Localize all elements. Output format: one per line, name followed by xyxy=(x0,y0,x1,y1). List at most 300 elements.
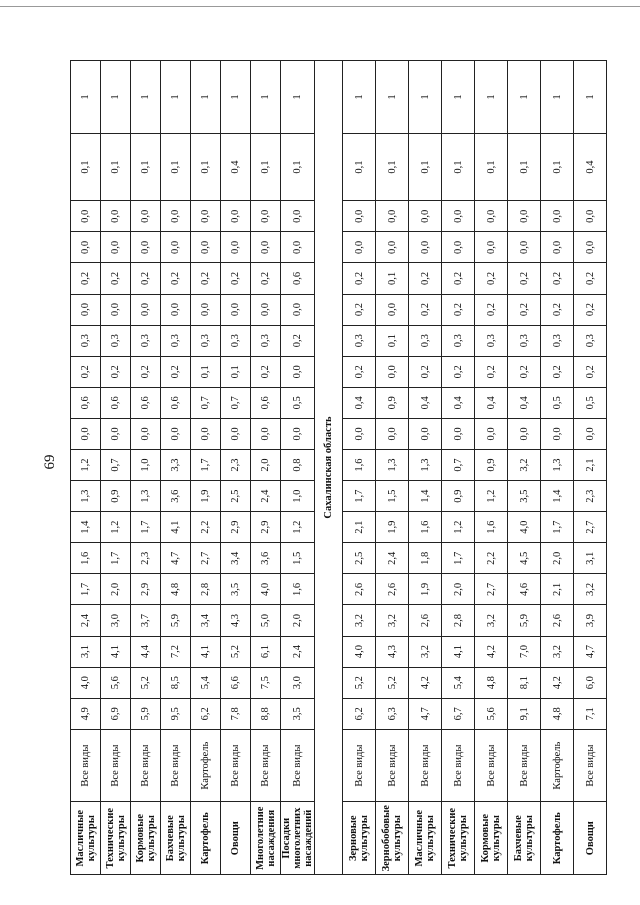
value-cell: 0,2 xyxy=(475,263,508,294)
value-cell: 4,6 xyxy=(508,574,541,605)
value-cell: 1,0 xyxy=(281,481,315,512)
value-cell: 1,5 xyxy=(376,481,409,512)
table-body-bottom xyxy=(343,61,607,875)
value-cell: 1,7 xyxy=(442,543,475,574)
value-cell: 0,0 xyxy=(191,232,221,263)
value-cell: 0,2 xyxy=(541,263,574,294)
value-cell: 0,0 xyxy=(101,418,131,449)
value-cell: 0,0 xyxy=(376,294,409,325)
value-cell: 1,5 xyxy=(281,543,315,574)
value-cell: 0,7 xyxy=(191,387,221,418)
value-cell: 4,7 xyxy=(409,698,442,729)
crop-name-cell: Технические культуры xyxy=(442,802,475,875)
value-cell: 0,0 xyxy=(376,418,409,449)
value-cell: 0,0 xyxy=(541,232,574,263)
data-table xyxy=(70,60,607,875)
value-cell: 0,0 xyxy=(541,418,574,449)
value-cell: 9,5 xyxy=(161,698,191,729)
value-cell: 1 xyxy=(508,61,541,134)
value-cell: 0,0 xyxy=(251,294,281,325)
value-cell: 0,3 xyxy=(409,325,442,356)
crop-type-cell: Все виды xyxy=(161,729,191,802)
value-cell: 0,1 xyxy=(376,263,409,294)
value-cell: 0,1 xyxy=(343,133,376,200)
value-cell: 3,4 xyxy=(191,605,221,636)
value-cell: 0,8 xyxy=(281,450,315,481)
value-cell: 0,0 xyxy=(281,201,315,232)
value-cell: 5,4 xyxy=(442,667,475,698)
value-cell: 0,2 xyxy=(409,263,442,294)
value-cell: 5,9 xyxy=(508,605,541,636)
value-cell: 0,3 xyxy=(508,325,541,356)
region-header xyxy=(315,61,343,875)
value-cell: 0,3 xyxy=(191,325,221,356)
value-cell: 0,1 xyxy=(508,133,541,200)
value-cell: 3,1 xyxy=(71,636,101,667)
value-cell: 0,0 xyxy=(101,232,131,263)
value-cell: 0,5 xyxy=(281,387,315,418)
value-cell: 0,1 xyxy=(376,133,409,200)
value-cell: 1,4 xyxy=(541,481,574,512)
value-cell: 0,1 xyxy=(442,133,475,200)
value-cell: 0,1 xyxy=(191,133,221,200)
value-cell: 1 xyxy=(281,61,315,134)
value-cell: 0,5 xyxy=(541,387,574,418)
crop-type-cell: Картофель xyxy=(541,729,574,802)
value-cell: 1 xyxy=(376,61,409,134)
crop-name-cell: Масличные культуры xyxy=(71,802,101,875)
value-cell: 0,0 xyxy=(191,294,221,325)
value-cell: 2,0 xyxy=(541,543,574,574)
crop-name-cell: Технические культуры xyxy=(101,802,131,875)
value-cell: 0,0 xyxy=(409,418,442,449)
value-cell: 0,2 xyxy=(574,356,607,387)
value-cell: 0,2 xyxy=(343,294,376,325)
value-cell: 2,9 xyxy=(251,512,281,543)
value-cell: 0,6 xyxy=(101,387,131,418)
table-body-top xyxy=(71,61,315,875)
value-cell: 0,4 xyxy=(409,387,442,418)
region-title: Сахалинская область xyxy=(315,61,343,875)
value-cell: 6,0 xyxy=(574,667,607,698)
value-cell: 0,2 xyxy=(161,263,191,294)
value-cell: 1,3 xyxy=(376,450,409,481)
value-cell: 0,3 xyxy=(161,325,191,356)
table-row xyxy=(343,61,376,875)
value-cell: 0,1 xyxy=(191,356,221,387)
value-cell: 5,4 xyxy=(191,667,221,698)
value-cell: 1,0 xyxy=(131,450,161,481)
value-cell: 0,0 xyxy=(409,232,442,263)
value-cell: 0,0 xyxy=(131,232,161,263)
value-cell: 0,3 xyxy=(101,325,131,356)
value-cell: 0,6 xyxy=(131,387,161,418)
crop-name-cell: Зерновые культуры xyxy=(343,802,376,875)
value-cell: 2,0 xyxy=(442,574,475,605)
value-cell: 1 xyxy=(101,61,131,134)
crop-name-cell: Масличные культуры xyxy=(409,802,442,875)
value-cell: 2,0 xyxy=(251,450,281,481)
region-row xyxy=(315,61,343,875)
value-cell: 8,8 xyxy=(251,698,281,729)
value-cell: 3,2 xyxy=(574,574,607,605)
value-cell: 0,0 xyxy=(221,294,251,325)
table-row xyxy=(281,61,315,875)
value-cell: 3,7 xyxy=(131,605,161,636)
value-cell: 6,6 xyxy=(221,667,251,698)
value-cell: 0,0 xyxy=(131,418,161,449)
value-cell: 2,0 xyxy=(281,605,315,636)
value-cell: 6,7 xyxy=(442,698,475,729)
value-cell: 0,1 xyxy=(281,133,315,200)
value-cell: 1,6 xyxy=(475,512,508,543)
value-cell: 2,7 xyxy=(574,512,607,543)
value-cell: 4,8 xyxy=(475,667,508,698)
value-cell: 4,1 xyxy=(161,512,191,543)
value-cell: 0,2 xyxy=(343,263,376,294)
value-cell: 2,0 xyxy=(101,574,131,605)
value-cell: 0,2 xyxy=(442,294,475,325)
value-cell: 5,2 xyxy=(131,667,161,698)
value-cell: 0,0 xyxy=(161,232,191,263)
value-cell: 1,9 xyxy=(191,481,221,512)
value-cell: 2,2 xyxy=(475,543,508,574)
value-cell: 3,1 xyxy=(574,543,607,574)
crop-type-cell: Все виды xyxy=(574,729,607,802)
value-cell: 6,2 xyxy=(191,698,221,729)
crop-type-cell: Все виды xyxy=(221,729,251,802)
value-cell: 0,2 xyxy=(508,356,541,387)
value-cell: 4,3 xyxy=(376,636,409,667)
value-cell: 1,3 xyxy=(541,450,574,481)
value-cell: 0,5 xyxy=(574,387,607,418)
value-cell: 2,6 xyxy=(343,574,376,605)
crop-name-cell: Картофель xyxy=(191,802,221,875)
table-viewport xyxy=(70,60,610,875)
value-cell: 1 xyxy=(409,61,442,134)
value-cell: 0,2 xyxy=(475,356,508,387)
value-cell: 2,9 xyxy=(221,512,251,543)
value-cell: 8,1 xyxy=(508,667,541,698)
value-cell: 2,3 xyxy=(574,481,607,512)
table-row xyxy=(442,61,475,875)
value-cell: 5,0 xyxy=(251,605,281,636)
value-cell: 0,2 xyxy=(508,263,541,294)
value-cell: 0,0 xyxy=(343,232,376,263)
value-cell: 0,4 xyxy=(442,387,475,418)
value-cell: 0,2 xyxy=(541,356,574,387)
value-cell: 0,2 xyxy=(101,263,131,294)
value-cell: 0,3 xyxy=(574,325,607,356)
value-cell: 2,9 xyxy=(131,574,161,605)
value-cell: 0,1 xyxy=(71,133,101,200)
value-cell: 0,2 xyxy=(101,356,131,387)
value-cell: 0,0 xyxy=(131,294,161,325)
value-cell: 0,3 xyxy=(71,325,101,356)
value-cell: 1,4 xyxy=(409,481,442,512)
value-cell: 4,8 xyxy=(541,698,574,729)
value-cell: 2,7 xyxy=(191,543,221,574)
crop-name-cell: Овощи xyxy=(574,802,607,875)
value-cell: 0,0 xyxy=(475,418,508,449)
crop-name-cell: Бахчевые культуры xyxy=(508,802,541,875)
value-cell: 4,2 xyxy=(541,667,574,698)
value-cell: 0,0 xyxy=(101,294,131,325)
value-cell: 0,3 xyxy=(251,325,281,356)
value-cell: 0,0 xyxy=(71,294,101,325)
value-cell: 0,4 xyxy=(508,387,541,418)
value-cell: 2,3 xyxy=(221,450,251,481)
value-cell: 1,2 xyxy=(101,512,131,543)
value-cell: 3,2 xyxy=(376,605,409,636)
value-cell: 0,4 xyxy=(343,387,376,418)
value-cell: 0,0 xyxy=(281,232,315,263)
value-cell: 1 xyxy=(574,61,607,134)
value-cell: 1,3 xyxy=(409,450,442,481)
value-cell: 4,1 xyxy=(442,636,475,667)
value-cell: 7,2 xyxy=(161,636,191,667)
value-cell: 5,2 xyxy=(221,636,251,667)
value-cell: 3,3 xyxy=(161,450,191,481)
value-cell: 0,2 xyxy=(161,356,191,387)
value-cell: 0,2 xyxy=(251,356,281,387)
value-cell: 1,7 xyxy=(541,512,574,543)
value-cell: 7,1 xyxy=(574,698,607,729)
value-cell: 0,4 xyxy=(221,133,251,200)
value-cell: 2,8 xyxy=(191,574,221,605)
value-cell: 1,7 xyxy=(191,450,221,481)
value-cell: 0,0 xyxy=(508,232,541,263)
value-cell: 0,2 xyxy=(508,294,541,325)
value-cell: 0,0 xyxy=(71,201,101,232)
value-cell: 0,2 xyxy=(251,263,281,294)
value-cell: 1 xyxy=(71,61,101,134)
value-cell: 0,0 xyxy=(508,201,541,232)
value-cell: 9,1 xyxy=(508,698,541,729)
value-cell: 0,1 xyxy=(131,133,161,200)
value-cell: 3,2 xyxy=(508,450,541,481)
crop-type-cell: Все виды xyxy=(251,729,281,802)
crop-type-cell: Все виды xyxy=(131,729,161,802)
value-cell: 1 xyxy=(131,61,161,134)
value-cell: 7,5 xyxy=(251,667,281,698)
value-cell: 1,7 xyxy=(101,543,131,574)
value-cell: 0,2 xyxy=(71,356,101,387)
value-cell: 3,2 xyxy=(343,605,376,636)
value-cell: 0,9 xyxy=(376,387,409,418)
value-cell: 0,6 xyxy=(161,387,191,418)
value-cell: 0,0 xyxy=(251,201,281,232)
value-cell: 0,1 xyxy=(376,325,409,356)
value-cell: 4,3 xyxy=(221,605,251,636)
value-cell: 5,6 xyxy=(101,667,131,698)
value-cell: 3,4 xyxy=(221,543,251,574)
value-cell: 0,1 xyxy=(541,133,574,200)
value-cell: 1,2 xyxy=(281,512,315,543)
value-cell: 2,1 xyxy=(574,450,607,481)
value-cell: 0,7 xyxy=(101,450,131,481)
value-cell: 0,9 xyxy=(442,481,475,512)
crop-name-cell: Кормовые культуры xyxy=(131,802,161,875)
value-cell: 0,2 xyxy=(71,263,101,294)
value-cell: 0,0 xyxy=(221,201,251,232)
crop-type-cell: Все виды xyxy=(343,729,376,802)
value-cell: 0,1 xyxy=(475,133,508,200)
crop-type-cell: Все виды xyxy=(101,729,131,802)
top-rule xyxy=(0,6,640,7)
value-cell: 0,7 xyxy=(442,450,475,481)
table-row xyxy=(574,61,607,875)
value-cell: 2,4 xyxy=(281,636,315,667)
value-cell: 0,9 xyxy=(475,450,508,481)
value-cell: 0,6 xyxy=(71,387,101,418)
value-cell: 0,0 xyxy=(376,356,409,387)
value-cell: 0,0 xyxy=(131,201,161,232)
value-cell: 0,0 xyxy=(281,418,315,449)
value-cell: 0,0 xyxy=(161,294,191,325)
value-cell: 0,3 xyxy=(221,325,251,356)
value-cell: 0,0 xyxy=(251,418,281,449)
crop-type-cell: Все виды xyxy=(475,729,508,802)
value-cell: 0,0 xyxy=(71,232,101,263)
value-cell: 4,0 xyxy=(71,667,101,698)
value-cell: 0,0 xyxy=(191,201,221,232)
value-cell: 0,0 xyxy=(191,418,221,449)
value-cell: 1,3 xyxy=(131,481,161,512)
value-cell: 5,9 xyxy=(131,698,161,729)
table-row xyxy=(221,61,251,875)
value-cell: 3,2 xyxy=(541,636,574,667)
value-cell: 0,0 xyxy=(376,232,409,263)
crop-type-cell: Все виды xyxy=(442,729,475,802)
value-cell: 0,0 xyxy=(442,201,475,232)
value-cell: 3,0 xyxy=(101,605,131,636)
value-cell: 0,0 xyxy=(281,356,315,387)
page-number: 69 xyxy=(42,454,58,470)
value-cell: 4,7 xyxy=(161,543,191,574)
rotated-table-container xyxy=(70,60,610,875)
crop-type-cell: Все виды xyxy=(508,729,541,802)
table-row xyxy=(508,61,541,875)
value-cell: 0,0 xyxy=(409,201,442,232)
crop-name-cell: Кормовые культуры xyxy=(475,802,508,875)
value-cell: 4,2 xyxy=(409,667,442,698)
value-cell: 1,2 xyxy=(71,450,101,481)
value-cell: 4,4 xyxy=(131,636,161,667)
crop-type-cell: Все виды xyxy=(409,729,442,802)
value-cell: 1,2 xyxy=(442,512,475,543)
table-row xyxy=(475,61,508,875)
value-cell: 3,2 xyxy=(475,605,508,636)
crop-type-cell: Все виды xyxy=(281,729,315,802)
value-cell: 0,2 xyxy=(131,263,161,294)
value-cell: 0,0 xyxy=(574,232,607,263)
value-cell: 0,4 xyxy=(475,387,508,418)
value-cell: 1,6 xyxy=(281,574,315,605)
value-cell: 7,8 xyxy=(221,698,251,729)
value-cell: 4,0 xyxy=(251,574,281,605)
value-cell: 0,2 xyxy=(574,263,607,294)
value-cell: 0,1 xyxy=(251,133,281,200)
value-cell: 3,6 xyxy=(161,481,191,512)
table-row xyxy=(191,61,221,875)
value-cell: 0,0 xyxy=(574,418,607,449)
value-cell: 2,2 xyxy=(191,512,221,543)
value-cell: 0,0 xyxy=(101,201,131,232)
value-cell: 0,0 xyxy=(376,201,409,232)
value-cell: 4,1 xyxy=(191,636,221,667)
value-cell: 5,9 xyxy=(161,605,191,636)
value-cell: 8,5 xyxy=(161,667,191,698)
value-cell: 1 xyxy=(475,61,508,134)
value-cell: 3,5 xyxy=(221,574,251,605)
value-cell: 4,7 xyxy=(574,636,607,667)
value-cell: 0,0 xyxy=(541,201,574,232)
value-cell: 4,1 xyxy=(101,636,131,667)
value-cell: 2,4 xyxy=(71,605,101,636)
table-row xyxy=(409,61,442,875)
value-cell: 0,0 xyxy=(161,201,191,232)
value-cell: 1,6 xyxy=(71,543,101,574)
value-cell: 0,0 xyxy=(343,418,376,449)
value-cell: 1 xyxy=(343,61,376,134)
value-cell: 0,2 xyxy=(442,356,475,387)
value-cell: 3,2 xyxy=(409,636,442,667)
value-cell: 1 xyxy=(541,61,574,134)
crop-name-cell: Многолетние насаждения xyxy=(251,802,281,875)
value-cell: 2,1 xyxy=(343,512,376,543)
value-cell: 0,2 xyxy=(191,263,221,294)
value-cell: 0,7 xyxy=(221,387,251,418)
value-cell: 1,7 xyxy=(71,574,101,605)
value-cell: 1,2 xyxy=(475,481,508,512)
value-cell: 2,6 xyxy=(376,574,409,605)
value-cell: 4,0 xyxy=(508,512,541,543)
value-cell: 0,2 xyxy=(409,294,442,325)
value-cell: 2,4 xyxy=(251,481,281,512)
value-cell: 2,5 xyxy=(221,481,251,512)
crop-type-cell: Все виды xyxy=(376,729,409,802)
value-cell: 0,3 xyxy=(541,325,574,356)
value-cell: 1,7 xyxy=(131,512,161,543)
crop-name-cell: Посадки многолетних насаждений xyxy=(281,802,315,875)
crop-name-cell: Овощи xyxy=(221,802,251,875)
value-cell: 1,4 xyxy=(71,512,101,543)
table-row xyxy=(161,61,191,875)
value-cell: 2,6 xyxy=(541,605,574,636)
value-cell: 6,1 xyxy=(251,636,281,667)
value-cell: 0,0 xyxy=(161,418,191,449)
value-cell: 1,3 xyxy=(71,481,101,512)
value-cell: 3,0 xyxy=(281,667,315,698)
value-cell: 0,0 xyxy=(574,201,607,232)
value-cell: 0,0 xyxy=(475,232,508,263)
value-cell: 1,7 xyxy=(343,481,376,512)
value-cell: 6,3 xyxy=(376,698,409,729)
value-cell: 0,0 xyxy=(442,232,475,263)
value-cell: 2,7 xyxy=(475,574,508,605)
value-cell: 4,9 xyxy=(71,698,101,729)
value-cell: 1,9 xyxy=(376,512,409,543)
value-cell: 7,0 xyxy=(508,636,541,667)
value-cell: 2,4 xyxy=(376,543,409,574)
table-row xyxy=(71,61,101,875)
value-cell: 1,8 xyxy=(409,543,442,574)
value-cell: 0,9 xyxy=(101,481,131,512)
value-cell: 3,6 xyxy=(251,543,281,574)
value-cell: 0,4 xyxy=(574,133,607,200)
value-cell: 0,2 xyxy=(343,356,376,387)
